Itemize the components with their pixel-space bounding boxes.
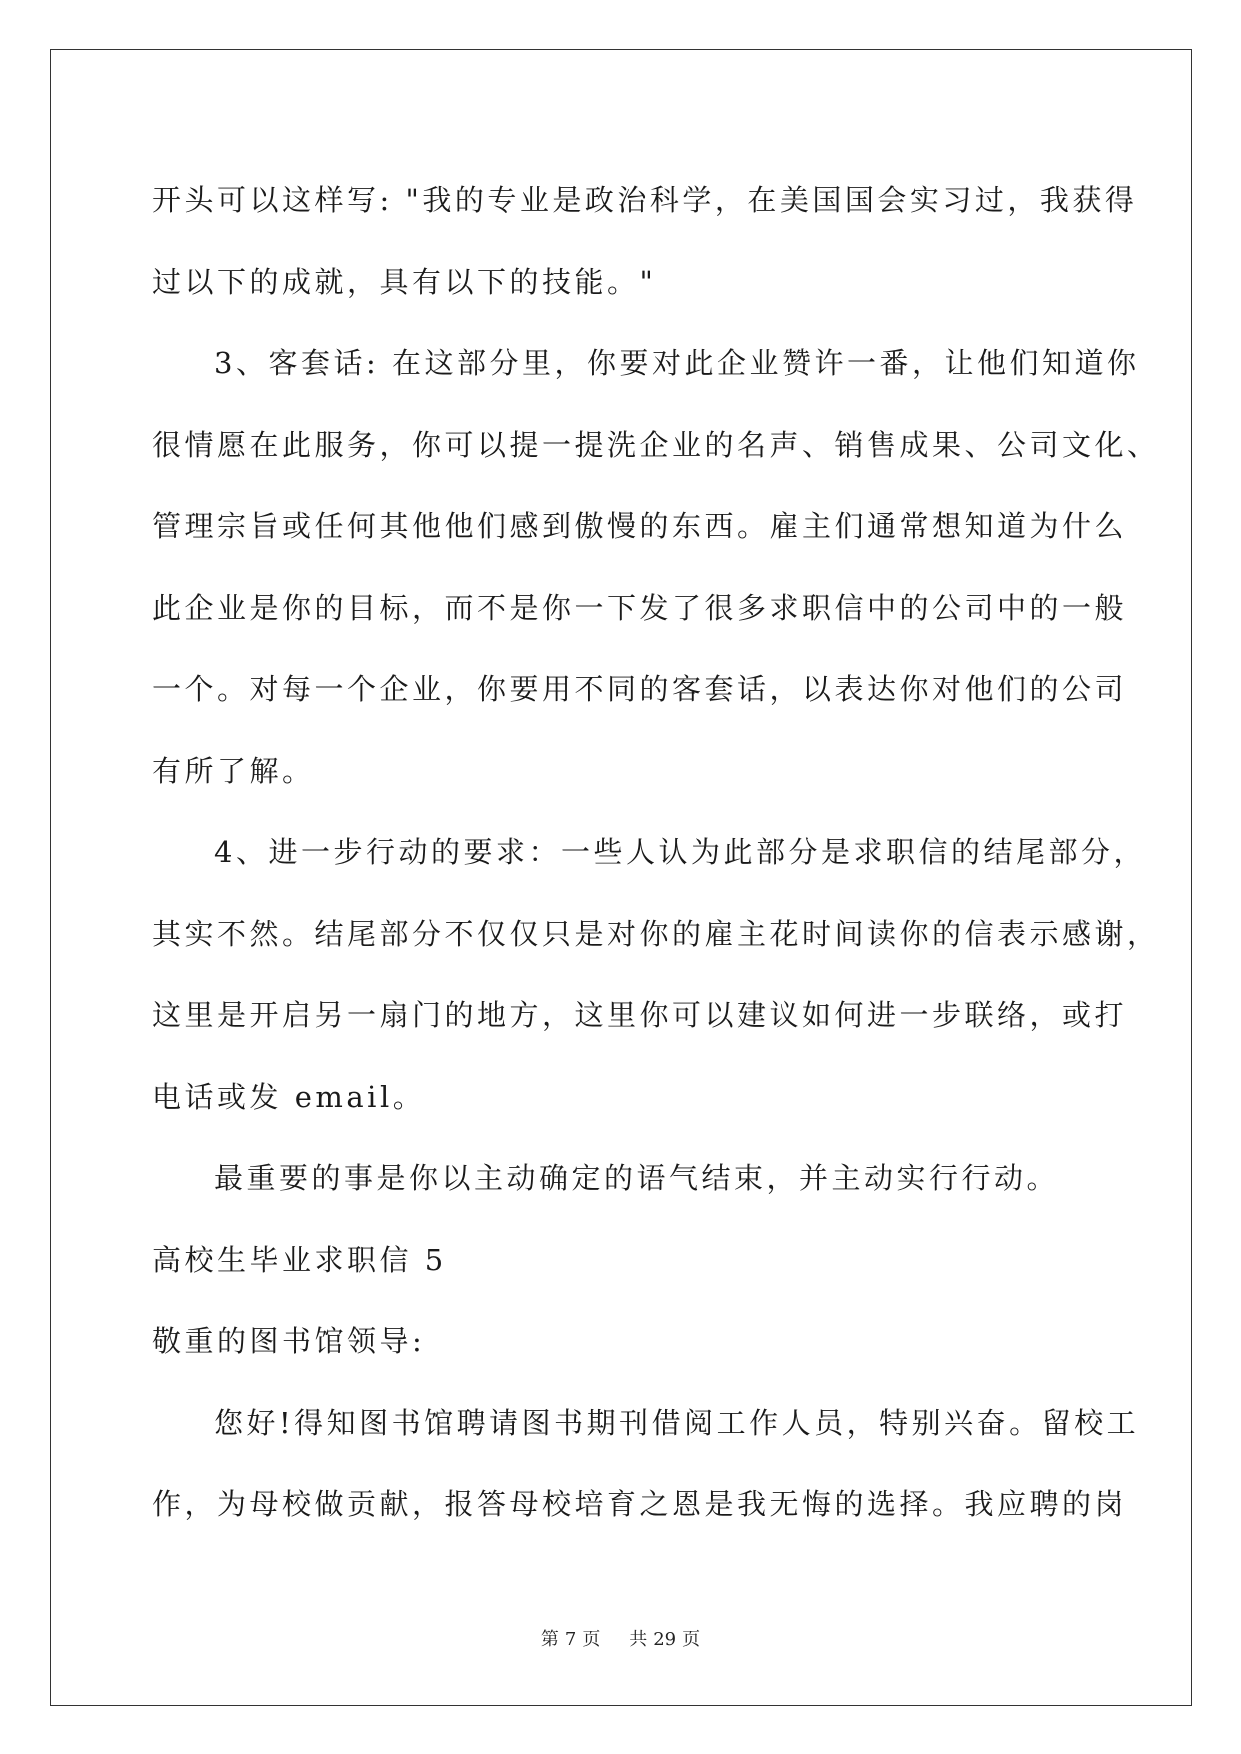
body-line-1: 开头可以这样写: "我的专业是政治科学，在美国国会实习过，我获得 [152,183,1138,217]
body-line-11: 这里是开启另一扇门的地方，这里你可以建议如何进一步联络，或打 [152,998,1128,1032]
body-line-17: 作，为母校做贡献，报答母校培育之恩是我无悔的选择。我应聘的岗 [152,1487,1128,1521]
body-line-16: 您好!得知图书馆聘请图书期刊借阅工作人员，特别兴奋。留校工 [214,1405,1140,1440]
total-pages: 29 [653,1629,677,1650]
document-body [152,160,1160,1546]
body-line-9: 4、进一步行动的要求：一些人认为此部分是求职信的结尾部分， [214,835,1146,869]
body-line-13: 最重要的事是你以主动确定的语气结束，并主动实行行动。 [214,1161,1060,1195]
body-line-12: 电话或发 email。 [152,1079,426,1114]
body-line-7: 一个。对每一个企业，你要用不同的客套话，以表达你对他们的公司 [152,672,1128,706]
body-line-3: 3、客套话: 在这部分里，你要对此企业赞许一番，让他们知道你 [214,346,1140,380]
page-footer [0,1625,1241,1651]
page-suffix: 页 [582,1629,601,1650]
page-number: 7 [564,1629,577,1650]
body-line-8: 有所了解。 [152,753,315,788]
body-line-4: 很情愿在此服务，你可以提一提洗企业的名声、销售成果、公司文化、 [152,427,1160,462]
body-line-10: 其实不然。结尾部分不仅仅只是对你的雇主花时间读你的信表示感谢， [152,916,1160,951]
body-line-5: 管理宗旨或任何其他他们感到傲慢的东西。雇主们通常想知道为什么 [152,509,1128,543]
body-line-6: 此企业是你的目标，而不是你一下发了很多求职信中的公司中的一般 [152,590,1128,625]
page-prefix: 第 [540,1629,559,1650]
salutation: 敬重的图书馆领导: [152,1324,426,1358]
total-prefix: 共 [629,1629,648,1650]
section-heading: 高校生毕业求职信 5 [152,1242,447,1277]
body-line-2: 过以下的成就，具有以下的技能。" [152,264,657,299]
total-suffix: 页 [682,1629,701,1650]
